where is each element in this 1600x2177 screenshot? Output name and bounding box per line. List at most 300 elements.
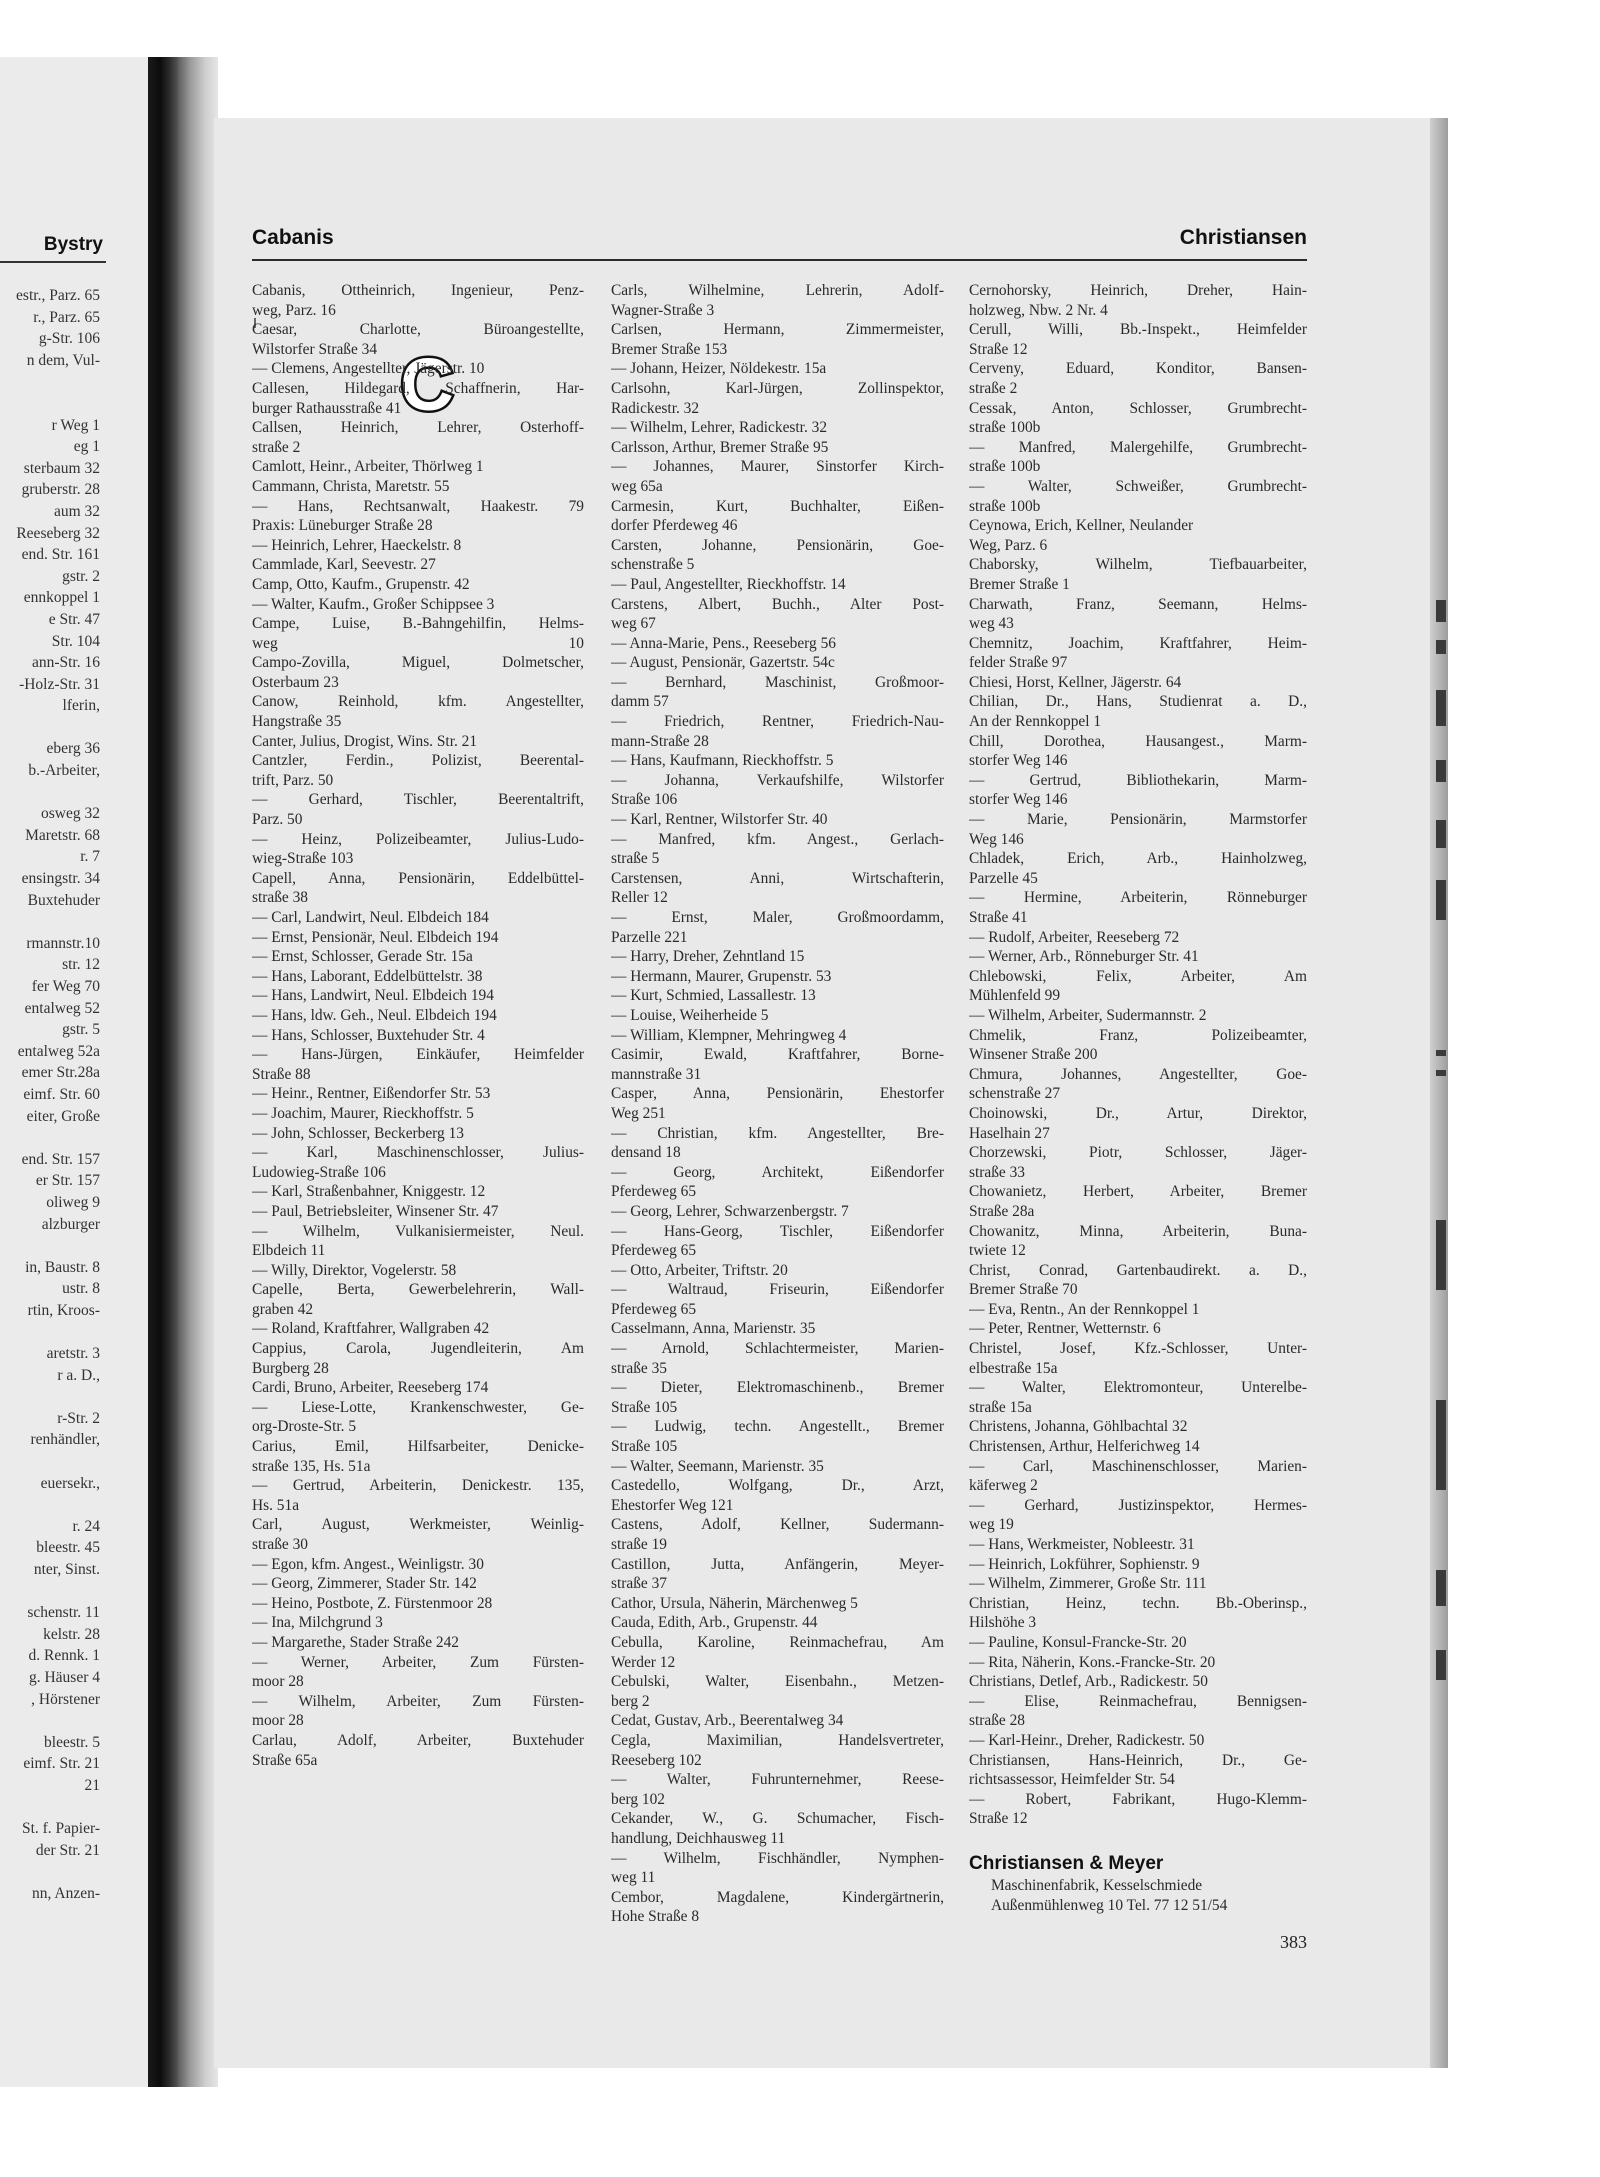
directory-line: — Liese-Lotte, Krankenschwester, Ge-	[252, 1398, 584, 1416]
directory-line: Straße 12	[969, 1810, 1028, 1828]
directory-line: — Heinz, Polizeibeamter, Julius-Ludo-	[252, 830, 584, 848]
directory-line: Capell, Anna, Pensionärin, Eddelbüttel-	[252, 869, 584, 887]
directory-line: weg, Parz. 16	[252, 301, 336, 319]
facing-page-line: ensingstr. 34	[21, 870, 100, 888]
facing-page-line	[0, 1581, 100, 1603]
directory-column-1	[252, 281, 584, 1770]
directory-line: org-Droste-Str. 5	[252, 1418, 357, 1436]
directory-line: — Harry, Dreher, Zehntland 15	[611, 948, 805, 966]
directory-line: — Walter, Kaufm., Großer Schippsee 3	[252, 595, 495, 613]
directory-line: — Hans, Laborant, Eddelbüttelstr. 38	[252, 967, 483, 985]
directory-line: Cappius, Carola, Jugendleiterin, Am	[252, 1340, 584, 1358]
directory-line: schenstraße 27	[969, 1085, 1061, 1103]
facing-page-line	[0, 1235, 100, 1257]
directory-line: Cardi, Bruno, Arbeiter, Reeseberg 174	[252, 1379, 489, 1397]
directory-line: — Rita, Näherin, Kons.-Francke-Str. 20	[969, 1653, 1216, 1671]
directory-line: Cantzler, Ferdin., Polizist, Beerental-	[252, 752, 584, 770]
directory-line: twiete 12	[969, 1242, 1026, 1260]
directory-line: weg 67	[611, 615, 656, 633]
directory-line: Reeseberg 102	[611, 1751, 702, 1769]
directory-line: Chlebowski, Felix, Arbeiter, Am	[969, 967, 1307, 985]
directory-line: — Georg, Architekt, Eißendorfer	[611, 1163, 944, 1181]
directory-line: — Wilhelm, Arbeiter, Zum Fürsten-	[252, 1692, 584, 1710]
facing-page-line: rtin, Kroos-	[27, 1301, 100, 1319]
directory-line: Cebulski, Walter, Eisenbahn., Metzen-	[611, 1673, 944, 1691]
directory-line: — Wilhelm, Vulkanisiermeister, Neul.	[252, 1222, 584, 1240]
directory-line: Straße 12	[969, 340, 1028, 358]
directory-line: Canow, Reinhold, kfm. Angestellter,	[252, 693, 584, 711]
facing-page-line	[0, 1494, 100, 1516]
facing-page-line: nter, Sinst.	[33, 1561, 100, 1579]
directory-line: — Gertrud, Arbeiterin, Denickestr. 135,	[252, 1477, 584, 1495]
directory-line: — Marie, Pensionärin, Marmstorfer	[969, 811, 1307, 829]
facing-page-line: , Hörstener	[31, 1690, 100, 1708]
firm-line: Maschinenfabrik, Kesselschmiede	[991, 1877, 1203, 1894]
facing-page-text	[0, 285, 100, 1905]
directory-line: Caesar, Charlotte, Büroangestellte,	[252, 321, 584, 339]
directory-line: — Ina, Milchgrund 3	[252, 1614, 383, 1632]
facing-page-line: gruberstr. 28	[21, 481, 100, 499]
facing-page-line: renhändler,	[30, 1431, 100, 1449]
page-edge	[1430, 118, 1448, 2068]
facing-page-line: bleestr. 45	[36, 1539, 100, 1557]
directory-line: Weg 251	[611, 1104, 666, 1122]
directory-line: straße 15a	[969, 1398, 1032, 1416]
section-letter-glyph: C	[400, 352, 454, 422]
directory-line: — Ernst, Maler, Großmoordamm,	[611, 909, 944, 926]
directory-line: Chaborsky, Wilhelm, Tiefbauarbeiter,	[969, 556, 1307, 574]
facing-page-line	[0, 1386, 100, 1408]
directory-line: Straße 88	[252, 1065, 311, 1083]
directory-line: mannstraße 31	[611, 1065, 702, 1083]
directory-line: — Heinrich, Lokführer, Sophienstr. 9	[969, 1555, 1200, 1573]
directory-line: — Kurt, Schmied, Lassallestr. 13	[611, 987, 816, 1005]
directory-line: Straße 106	[611, 791, 678, 809]
facing-page-line: eiter, Große	[26, 1107, 100, 1125]
page-gutter-shadow	[178, 57, 218, 2087]
directory-line: Cauda, Edith, Arb., Grupenstr. 44	[611, 1614, 818, 1632]
facing-page-line: Buxtehuder	[27, 891, 100, 909]
facing-page-line: St. f. Papier-	[21, 1820, 100, 1838]
directory-line: — Ernst, Pensionär, Neul. Elbdeich 194	[252, 928, 499, 946]
directory-line: — Gertrud, Bibliothekarin, Marm-	[969, 771, 1307, 789]
directory-line: Straße 105	[611, 1398, 678, 1416]
firm-line: Außenmühlenweg 10 Tel. 77 12 51/54	[991, 1896, 1228, 1914]
directory-line: Carlsson, Arthur, Bremer Straße 95	[611, 438, 829, 456]
facing-page-line: alzburger	[41, 1215, 100, 1233]
directory-line: mann-Straße 28	[611, 732, 709, 750]
directory-line: Callesen, Hildegard, Schaffnerin, Har-	[252, 379, 584, 397]
directory-line: — Werner, Arbeiter, Zum Fürsten-	[252, 1653, 584, 1671]
directory-line: — Pauline, Konsul-Francke-Str. 20	[969, 1633, 1187, 1651]
directory-line: — Hans, Rechtsanwalt, Haakestr. 79	[252, 497, 584, 515]
directory-line: Cathor, Ursula, Näherin, Märchenweg 5	[611, 1594, 858, 1612]
directory-line: straße 37	[611, 1575, 667, 1593]
facing-page-line: r a. D.,	[57, 1366, 100, 1384]
directory-line: — Hans, Schlosser, Buxtehuder Str. 4	[252, 1026, 485, 1044]
directory-line: — Ludwig, techn. Angestellt., Bremer	[611, 1418, 944, 1436]
directory-line: — Anna-Marie, Pens., Reeseberg 56	[611, 634, 836, 652]
directory-line: — Louise, Weiherheide 5	[611, 1006, 769, 1024]
directory-line: damm 57	[611, 693, 669, 711]
directory-line: — Manfred, Malergehilfe, Grumbrecht-	[969, 438, 1307, 456]
directory-line: Wagner-Straße 3	[611, 301, 715, 319]
facing-page-line: gstr. 5	[62, 1021, 100, 1039]
directory-line: Chmelik, Franz, Polizeibeamter,	[969, 1026, 1307, 1044]
facing-page-running-head: Bystry	[43, 234, 103, 255]
facing-page-line: end. Str. 161	[21, 546, 100, 564]
facing-page-line	[0, 1322, 100, 1344]
directory-line: — Karl, Straßenbahner, Kniggestr. 12	[252, 1183, 486, 1201]
facing-page-line: Str. 104	[51, 632, 100, 650]
running-head-right: Christiansen	[1179, 226, 1307, 249]
facing-page-line: Maretstr. 68	[25, 826, 100, 844]
directory-line: Pferdeweg 65	[611, 1300, 697, 1318]
directory-line: Straße 28a	[969, 1202, 1035, 1220]
directory-line: Hohe Straße 8	[611, 1908, 700, 1926]
directory-line: Christ, Conrad, Gartenbaudirekt. a. D.,	[969, 1261, 1307, 1279]
facing-page-line: er Str. 157	[35, 1172, 100, 1190]
directory-line: schenstraße 5	[611, 556, 695, 574]
directory-line: Christens, Johanna, Göhlbachtal 32	[969, 1418, 1188, 1436]
directory-line: Hilshöhe 3	[969, 1614, 1037, 1632]
directory-line: straße 38	[252, 889, 308, 907]
facing-page-line: emer Str.28a	[21, 1064, 100, 1082]
directory-line: — Carl, Maschinenschlosser, Marien-	[969, 1457, 1307, 1475]
facing-page-line: oliweg 9	[46, 1193, 100, 1211]
directory-line: Carstensen, Anni, Wirtschafterin,	[611, 869, 944, 887]
directory-line: handlung, Deichhausweg 11	[611, 1829, 786, 1847]
directory-line: Cammlade, Karl, Seevestr. 27	[252, 556, 436, 574]
facing-page-line: aum 32	[53, 502, 100, 520]
directory-line: — Walter, Elektromonteur, Unterelbe-	[969, 1379, 1307, 1397]
directory-line: Hangstraße 35	[252, 713, 342, 731]
directory-line: straße 19	[611, 1536, 667, 1553]
directory-line: — Gerhard, Justizinspektor, Hermes-	[969, 1496, 1307, 1514]
facing-page-line: rmannstr.10	[26, 934, 100, 952]
directory-line: Ehestorfer Weg 121	[611, 1496, 734, 1514]
book-spine	[148, 57, 178, 2087]
directory-line: Christiansen, Hans-Heinrich, Dr., Ge-	[969, 1751, 1307, 1769]
directory-line: — Dieter, Elektromaschinenb., Bremer	[611, 1379, 944, 1397]
facing-page-line: eimf. Str. 21	[23, 1755, 100, 1773]
directory-line: — Christian, kfm. Angestellter, Bre-	[611, 1124, 944, 1142]
directory-line: Bremer Straße 153	[611, 340, 728, 358]
directory-line: — Hermine, Arbeiterin, Rönneburger	[969, 889, 1307, 907]
facing-page-line: r. 24	[72, 1517, 100, 1535]
facing-page-line: r-Str. 2	[57, 1409, 100, 1427]
directory-line: straße 33	[969, 1163, 1025, 1181]
directory-line: berg 102	[611, 1790, 666, 1808]
directory-line: Wilstorfer Straße 34	[252, 340, 378, 358]
directory-line: — Walter, Fuhrunternehmer, Reese-	[611, 1771, 944, 1789]
directory-line: wieg-Straße 103	[252, 850, 354, 868]
directory-line: Chowanietz, Herbert, Arbeiter, Bremer	[969, 1183, 1307, 1201]
directory-line: — Wilhelm, Lehrer, Radickestr. 32	[611, 419, 828, 437]
facing-page-line: kelstr. 28	[43, 1625, 100, 1643]
directory-line: Canter, Julius, Drogist, Wins. Str. 21	[252, 732, 478, 750]
directory-line: Carls, Wilhelmine, Lehrerin, Adolf-	[611, 282, 944, 299]
facing-page-line	[0, 1861, 100, 1883]
directory-line: — Carl, Landwirt, Neul. Elbdeich 184	[252, 909, 489, 926]
directory-line: Carlau, Adolf, Arbeiter, Buxtehuder	[252, 1731, 584, 1749]
directory-line: — Heino, Postbote, Z. Fürstenmoor 28	[252, 1594, 493, 1612]
directory-line: Choinowski, Dr., Artur, Direktor,	[969, 1104, 1307, 1122]
directory-line: weg 19	[969, 1516, 1014, 1534]
directory-line: moor 28	[252, 1673, 304, 1691]
directory-line: Chowanitz, Minna, Arbeiterin, Buna-	[969, 1222, 1307, 1240]
facing-page-line: ustr. 8	[62, 1280, 100, 1298]
directory-line: Weg, Parz. 6	[969, 536, 1048, 554]
facing-page-line: sterbaum 32	[23, 459, 100, 477]
directory-line: Haselhain 27	[969, 1124, 1050, 1142]
directory-line: Christensen, Arthur, Helferichweg 14	[969, 1438, 1200, 1456]
directory-line: — Elise, Reinmachefrau, Bennigsen-	[969, 1692, 1307, 1710]
directory-line: — Otto, Arbeiter, Triftstr. 20	[611, 1261, 788, 1279]
directory-line: straße 28	[969, 1712, 1025, 1730]
facing-page-line: der Str. 21	[35, 1841, 100, 1859]
directory-line: straße 5	[611, 850, 660, 868]
facing-page-line	[0, 1127, 100, 1149]
facing-page-line: in, Baustr. 8	[25, 1258, 100, 1276]
facing-page-line: r Weg 1	[51, 416, 100, 434]
directory-line: — Eva, Rentn., An der Rennkoppel 1	[969, 1300, 1200, 1318]
directory-line: Carlsohn, Karl-Jürgen, Zollinspektor,	[611, 379, 944, 397]
directory-line: Osterbaum 23	[252, 673, 339, 691]
directory-line: Straße 65a	[252, 1751, 318, 1769]
directory-line: — Wilhelm, Zimmerer, Große Str. 111	[969, 1575, 1207, 1593]
directory-line: Chilian, Dr., Hans, Studienrat a. D.,	[969, 693, 1307, 711]
directory-line: — Hans-Jürgen, Einkäufer, Heimfelder	[252, 1046, 584, 1064]
directory-line: Cegla, Maximilian, Handelsvertreter,	[611, 1731, 944, 1749]
directory-line: densand 18	[611, 1144, 681, 1162]
facing-page-line	[0, 782, 100, 804]
facing-page-line	[0, 393, 100, 415]
directory-line: Carl, August, Werkmeister, Weinlig-	[252, 1516, 584, 1534]
directory-line: Carmesin, Kurt, Buchhalter, Eißen-	[611, 497, 944, 515]
facing-page-line: aretstr. 3	[46, 1345, 100, 1363]
directory-line: Campo-Zovilla, Miguel, Dolmetscher,	[252, 654, 584, 672]
directory-line: weg 43	[969, 615, 1014, 633]
directory-line: — Hans, ldw. Geh., Neul. Elbdeich 194	[252, 1006, 497, 1024]
facing-page-line: osweg 32	[41, 805, 100, 823]
directory-line: — Werner, Arb., Rönneburger Str. 41	[969, 948, 1199, 966]
directory-line: Camlott, Heinr., Arbeiter, Thörlweg 1	[252, 458, 484, 476]
directory-line: — Johanna, Verkaufshilfe, Wilstorfer	[611, 771, 944, 789]
directory-line: Campe, Luise, B.-Bahngehilfin, Helms-	[252, 615, 584, 633]
facing-page-line: eberg 36	[46, 740, 100, 758]
facing-page-line: r., Parz. 65	[33, 308, 100, 326]
directory-line: weg 10	[252, 634, 584, 652]
directory-line: — Egon, kfm. Angest., Weinligstr. 30	[252, 1555, 484, 1573]
directory-line: felder Straße 97	[969, 654, 1068, 672]
facing-page-line: ann-Str. 16	[31, 654, 100, 672]
facing-page-line: entalweg 52a	[17, 1042, 100, 1060]
directory-line: Ceynowa, Erich, Kellner, Neulander	[969, 517, 1194, 535]
directory-line: Chorzewski, Piotr, Schlosser, Jäger-	[969, 1144, 1307, 1162]
facing-page-line: -Holz-Str. 31	[19, 675, 100, 693]
facing-page-line: n dem, Vul-	[26, 351, 100, 369]
facing-page-line: schenstr. 11	[27, 1604, 100, 1622]
directory-line: Castillon, Jutta, Anfängerin, Meyer-	[611, 1555, 944, 1573]
directory-line: Christians, Detlef, Arb., Radickestr. 50	[969, 1673, 1208, 1691]
running-head-left: Cabanis	[252, 226, 334, 249]
facing-page-line: eg 1	[73, 438, 100, 456]
directory-line: Charwath, Franz, Seemann, Helms-	[969, 595, 1307, 613]
facing-page-line: r. 7	[80, 848, 100, 866]
directory-line: — Clemens, Angestellter, Jägerstr. 10	[252, 360, 485, 378]
directory-line: graben 42	[252, 1300, 314, 1318]
directory-line: Chiesi, Horst, Kellner, Jägerstr. 64	[969, 673, 1182, 691]
facing-page-line: nn, Anzen-	[31, 1884, 100, 1902]
facing-page-line: str. 12	[62, 956, 100, 974]
facing-page-rule	[0, 261, 106, 263]
directory-line: Werder 12	[611, 1653, 676, 1671]
facing-page-line: estr., Parz. 65	[16, 287, 100, 304]
facing-page-line: euersekr.,	[40, 1474, 100, 1492]
facing-page-line: 21	[84, 1776, 100, 1794]
directory-line: — Gerhard, Tischler, Beerentaltrift,	[252, 791, 584, 809]
directory-line: Cabanis, Ottheinrich, Ingenieur, Penz-	[252, 282, 584, 299]
directory-line: Cernohorsky, Heinrich, Dreher, Hain-	[969, 282, 1307, 299]
directory-line: Carstens, Albert, Buchh., Alter Post-	[611, 595, 944, 613]
directory-line: — Walter, Seemann, Marienstr. 35	[611, 1457, 824, 1475]
facing-page-line: b.-Arbeiter,	[28, 762, 100, 780]
facing-page-line: g-Str. 106	[38, 330, 100, 348]
directory-line: Casimir, Ewald, Kraftfahrer, Borne-	[611, 1046, 944, 1064]
directory-column-3	[969, 281, 1307, 1829]
directory-line: — Paul, Angestellter, Rieckhoffstr. 14	[611, 575, 846, 593]
page-number: 383	[1280, 1932, 1307, 1952]
directory-line: Castens, Adolf, Kellner, Sudermann-	[611, 1516, 944, 1534]
facing-page-line: d. Rennk. 1	[28, 1647, 100, 1665]
directory-line: käferweg 2	[969, 1477, 1038, 1495]
facing-page-line: e Str. 47	[48, 610, 100, 628]
directory-line: — Friedrich, Rentner, Friedrich-Nau-	[611, 713, 944, 731]
directory-line: Bremer Straße 1	[969, 575, 1070, 593]
directory-line: Christel, Josef, Kfz.-Schlosser, Unter-	[969, 1340, 1307, 1358]
directory-line: — Heinrich, Lehrer, Haeckelstr. 8	[252, 536, 462, 554]
facing-page-line: g. Häuser 4	[28, 1669, 100, 1686]
directory-line: — Hans, Kaufmann, Rieckhoffstr. 5	[611, 752, 834, 770]
directory-line: Cerveny, Eduard, Konditor, Bansen-	[969, 360, 1307, 378]
directory-line: Parzelle 221	[611, 928, 688, 946]
facing-page-line	[0, 1710, 100, 1732]
directory-line: straße 100b	[969, 419, 1041, 437]
directory-line: — Arnold, Schlachtermeister, Marien-	[611, 1340, 944, 1358]
directory-line: straße 2	[252, 438, 301, 456]
header-rule	[252, 259, 1307, 261]
directory-line: Straße 41	[969, 909, 1028, 926]
directory-line: Reller 12	[611, 889, 668, 907]
directory-line: Mühlenfeld 99	[969, 987, 1061, 1005]
directory-line: — Karl, Maschinenschlosser, Julius-	[252, 1144, 584, 1162]
facing-page-line: gstr. 2	[62, 567, 100, 585]
directory-line: — Roland, Kraftfahrer, Wallgraben 42	[252, 1320, 490, 1338]
directory-line: Carsten, Johanne, Pensionärin, Goe-	[611, 536, 944, 554]
facing-page-line: end. Str. 157	[21, 1150, 100, 1168]
directory-line: storfer Weg 146	[969, 752, 1068, 770]
facing-page-line: lferin,	[62, 697, 100, 715]
directory-line: — Joachim, Maurer, Rieckhoffstr. 5	[252, 1104, 474, 1122]
directory-line: Parzelle 45	[969, 869, 1038, 887]
directory-line: Cedat, Gustav, Arb., Beerentalweg 34	[611, 1712, 844, 1730]
directory-line: Chmura, Johannes, Angestellter, Goe-	[969, 1065, 1307, 1083]
directory-line: Cammann, Christa, Maretstr. 55	[252, 477, 450, 495]
directory-line: — Robert, Fabrikant, Hugo-Klemm-	[969, 1790, 1307, 1808]
directory-line: Camp, Otto, Kaufm., Grupenstr. 42	[252, 575, 470, 593]
directory-line: — Georg, Lehrer, Schwarzenbergstr. 7	[611, 1202, 849, 1220]
facing-page-line: bleestr. 5	[44, 1733, 100, 1751]
directory-line: Cembor, Magdalene, Kindergärtnerin,	[611, 1888, 944, 1906]
directory-line: Cessak, Anton, Schlosser, Grumbrecht-	[969, 399, 1307, 417]
facing-page	[0, 57, 148, 2087]
directory-line: — Karl, Rentner, Wilstorfer Str. 40	[611, 811, 828, 829]
directory-line: Carlsen, Hermann, Zimmermeister,	[611, 321, 944, 339]
facing-page-line: ennkoppel 1	[23, 589, 100, 607]
directory-line: Cebulla, Karoline, Reinmachefrau, Am	[611, 1633, 944, 1651]
directory-line: straße 135, Hs. 51a	[252, 1457, 371, 1475]
directory-line: Capelle, Berta, Gewerbelehrerin, Wall-	[252, 1281, 584, 1299]
directory-line: Pferdeweg 65	[611, 1183, 697, 1201]
facing-page-line: fer Weg 70	[31, 978, 100, 995]
directory-line: Cerull, Willi, Bb.-Inspekt., Heimfelder	[969, 321, 1307, 339]
directory-line: — Bernhard, Maschinist, Großmoor-	[611, 673, 944, 691]
directory-line: Ludowieg-Straße 106	[252, 1163, 386, 1181]
directory-line: — Willy, Direktor, Vogelerstr. 58	[252, 1261, 457, 1279]
directory-line: Pferdeweg 65	[611, 1242, 697, 1260]
directory-line: Winsener Straße 200	[969, 1046, 1098, 1064]
directory-line: storfer Weg 146	[969, 791, 1068, 809]
directory-line: Chill, Dorothea, Hausangest., Marm-	[969, 732, 1307, 750]
directory-line: Bremer Straße 70	[969, 1281, 1078, 1299]
directory-line: straße 100b	[969, 458, 1041, 476]
directory-line: — Rudolf, Arbeiter, Reeseberg 72	[969, 928, 1180, 946]
directory-line: — Hans, Landwirt, Neul. Elbdeich 194	[252, 987, 494, 1005]
directory-line: richtsassessor, Heimfelder Str. 54	[969, 1771, 1175, 1789]
directory-line: elbestraße 15a	[969, 1359, 1058, 1377]
directory-line: — Walter, Schweißer, Grumbrecht-	[969, 477, 1307, 495]
directory-line: — Ernst, Schlosser, Gerade Str. 15a	[252, 948, 473, 966]
directory-line: straße 2	[969, 379, 1018, 397]
directory-line: Straße 105	[611, 1438, 678, 1456]
directory-line: Hs. 51a	[252, 1496, 300, 1514]
directory-line: Radickestr. 32	[611, 399, 700, 417]
directory-line: dorfer Pferdeweg 46	[611, 517, 738, 535]
firm-advertisement	[969, 1852, 1307, 1915]
directory-line: Praxis: Lüneburger Straße 28	[252, 517, 433, 535]
directory-line: Chemnitz, Joachim, Kraftfahrer, Heim-	[969, 634, 1307, 652]
directory-line: straße 100b	[969, 497, 1041, 515]
directory-line: — Hermann, Maurer, Grupenstr. 53	[611, 967, 832, 985]
directory-line: — Paul, Betriebsleiter, Winsener Str. 47	[252, 1202, 499, 1220]
directory-line: — August, Pensionär, Gazertstr. 54c	[611, 654, 835, 672]
directory-line: Burgberg 28	[252, 1359, 329, 1377]
directory-line: Castedello, Wolfgang, Dr., Arzt,	[611, 1477, 944, 1495]
directory-line: — Johann, Heizer, Nöldekestr. 15a	[611, 360, 827, 378]
firm-name: Christiansen & Meyer	[969, 1853, 1164, 1874]
directory-line: An der Rennkoppel 1	[969, 713, 1102, 731]
directory-line: Casselmann, Anna, Marienstr. 35	[611, 1320, 816, 1338]
facing-page-line: eimf. Str. 60	[23, 1085, 100, 1103]
directory-line: Callsen, Heinrich, Lehrer, Osterhoff-	[252, 419, 584, 437]
directory-line: — Heinr., Rentner, Eißendorfer Str. 53	[252, 1085, 491, 1103]
directory-line: — Hans, Werkmeister, Nobleestr. 31	[969, 1536, 1195, 1553]
facing-page-line	[0, 371, 100, 393]
directory-line: weg 65a	[611, 477, 663, 495]
directory-line: — Georg, Zimmerer, Stader Str. 142	[252, 1575, 477, 1593]
directory-line: — Wilhelm, Fischhändler, Nymphen-	[611, 1849, 944, 1867]
